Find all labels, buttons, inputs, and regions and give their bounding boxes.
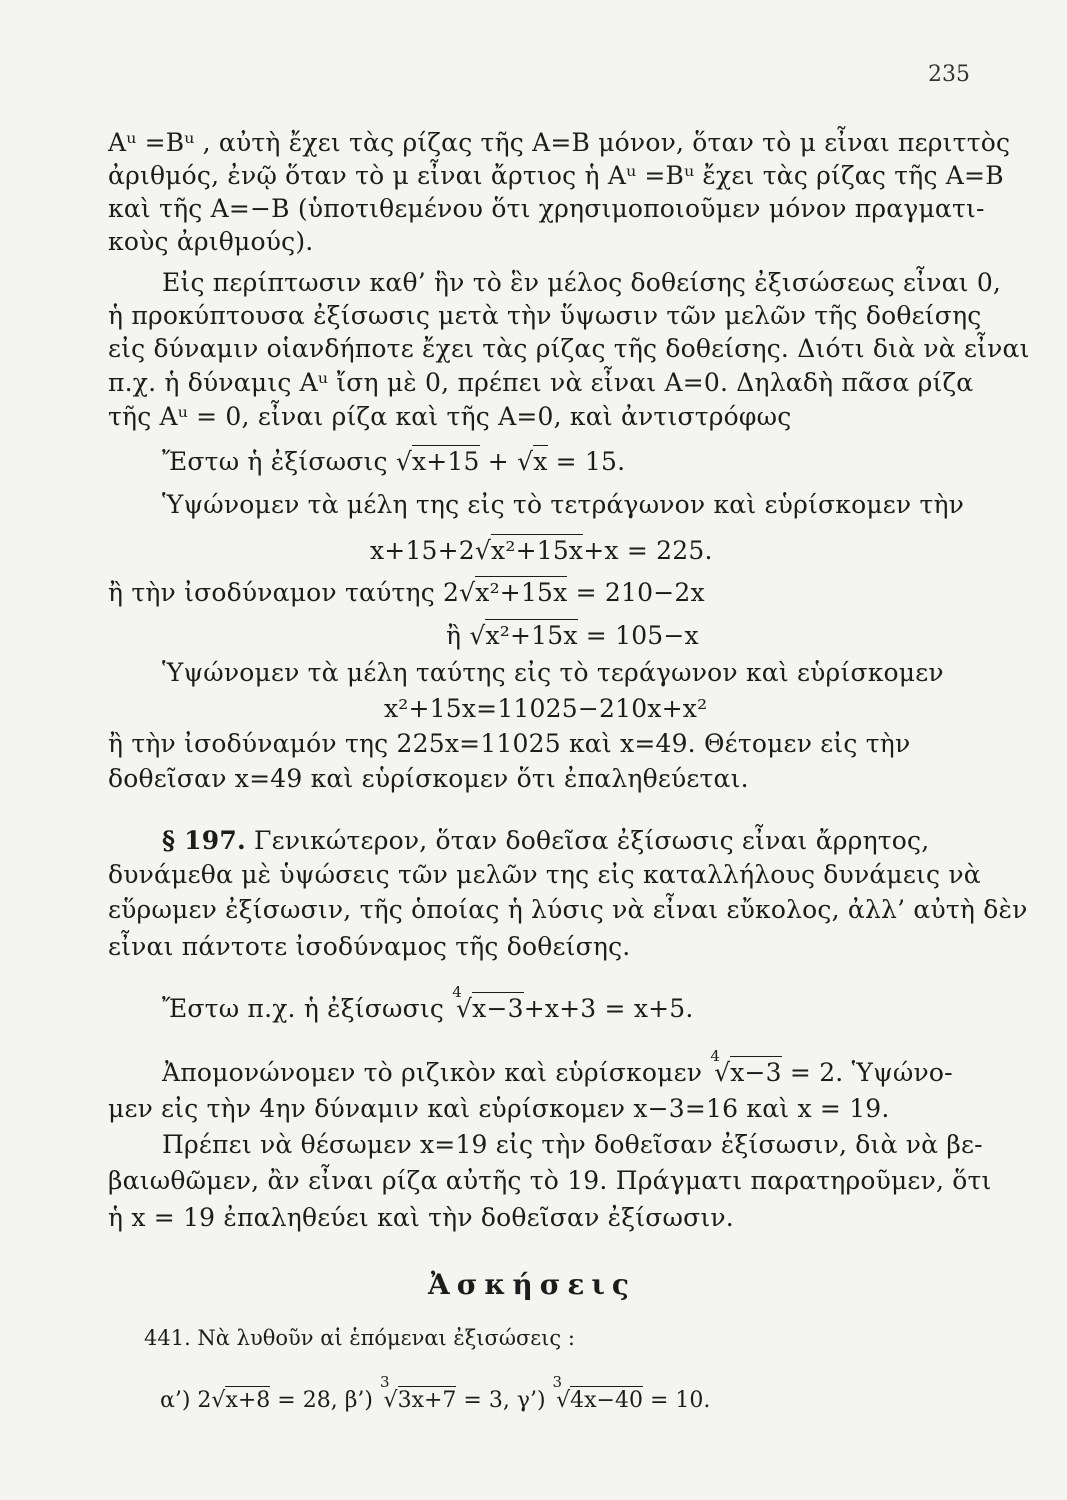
radicand: x−3 (730, 1058, 782, 1087)
text-line: π.χ. ἡ δύναμις Aᵘ ἴση μὲ 0, πρέπει νὰ εἶναι A=0. Δηλαδὴ πᾶσα ρίζα (108, 368, 974, 397)
eq-text: + √ (479, 447, 534, 476)
text-line: βαιωθῶμεν, ἂν εἶναι ρίζα αὐτῆς τὸ 19. Πράγματι παρατηροῦμεν, ὅτι (108, 1166, 992, 1195)
radicand: x²+15x (475, 578, 568, 607)
eq-text: ἢ √ (446, 621, 486, 650)
root-index: 3 (552, 1373, 563, 1391)
text-line: ἀριθμός, ἐνῷ ὅταν τὸ μ εἶναι ἄρτιος ἡ Aᵘ =Bᵘ ἔχει τὰς ρίζας τῆς A=B (108, 161, 1004, 190)
exercises-title: Ἀσκήσεις (428, 1268, 636, 1301)
eq-text: √ (383, 1388, 398, 1413)
radicand: x (533, 447, 548, 476)
eq-text: = 210−2x (567, 578, 705, 607)
text-line: κοὺς ἀριθμούς). (108, 227, 314, 256)
section-line (162, 826, 929, 855)
eq-text: √ (714, 1058, 731, 1087)
root-index: 4 (452, 983, 462, 1001)
root-index: 3 (380, 1373, 390, 1391)
eq-text: Ἔστω ἡ ἐξίσωσις √ (162, 447, 412, 476)
text-line: Πρέπει νὰ θέσωμεν x=19 εἰς τὴν δοθεῖσαν ἐξίσωσιν, διὰ νὰ βε- (162, 1130, 983, 1159)
radicand: x²+15x (491, 536, 584, 565)
text-line: Εἰς περίπτωσιν καθ’ ἣν τὸ ἓν μέλος δοθείσης ἐξισώσεως εἶναι 0, (162, 268, 1002, 297)
eq-text: = 15. (547, 447, 626, 476)
section-text: Γενικώτερον, ὅταν δοθεῖσα ἐξίσωσις εἶναι ἄρρητος, (245, 826, 930, 855)
text-line: μεν εἰς τὴν 4ην δύναμιν καὶ εὑρίσκομεν x−3=16 καὶ x = 19. (108, 1094, 890, 1123)
text-line: ἡ προκύπτουσα ἐξίσωσις μετὰ τὴν ὕψωσιν τῶν μελῶν τῆς δοθείσης (108, 301, 982, 330)
radicand: 3x+7 (397, 1388, 457, 1413)
eq-text: α’) 2√ (160, 1388, 226, 1413)
radicand: x+8 (225, 1388, 271, 1413)
equation-line (370, 536, 713, 565)
text-line: ἡ x = 19 ἐπαληθεύει καὶ τὴν δοθεῖσαν ἐξίσωσιν. (108, 1203, 734, 1232)
eq-text: = 105−x (577, 621, 699, 650)
equation-line (162, 447, 625, 476)
text-line: ἢ τὴν ἰσοδύναμόν της 225x=11025 καὶ x=49. Θέτομεν εἰς τὴν (108, 729, 911, 758)
radicand: x²+15x (485, 621, 578, 650)
equation-line (162, 1047, 953, 1087)
text-line: τῆς Aᵘ = 0, εἶναι ρίζα καὶ τῆς A=0, καὶ ἀντιστρόφως (108, 402, 792, 431)
eq-text: +x+3 = x+5. (523, 994, 694, 1023)
eq-text: = 2. Ὑψώνο- (781, 1058, 953, 1087)
text-line: δοθεῖσαν x=49 καὶ εὑρίσκομεν ὅτι ἐπαληθεύεται. (108, 764, 749, 793)
text-line: εἶναι πάντοτε ἰσοδύναμος τῆς δοθείσης. (108, 932, 631, 961)
eq-text: Ἀπομονώνομεν τὸ ριζικὸν καὶ εὑρίσκομεν (162, 1058, 711, 1087)
equation-line: x²+15x=11025−210x+x² (384, 694, 708, 723)
eq-text: = 10. (642, 1388, 711, 1413)
eq-text: x+15+2√ (370, 536, 492, 565)
text-line: Ὑψώνομεν τὰ μέλη ταύτης εἰς τὸ τεράγωνον καὶ εὑρίσκομεν (162, 658, 944, 687)
text-line: Ὑψώνομεν τὰ μέλη της εἰς τὸ τετράγωνον καὶ εὑρίσκομεν τὴν (162, 490, 965, 519)
text-line: εἰς δύναμιν οἱανδήποτε ἔχει τὰς ρίζας τῆς δοθείσης. Διότι διὰ νὰ εἶναι (108, 334, 1030, 363)
equation-line (446, 621, 699, 650)
eq-text: = 3, γ’) (456, 1388, 553, 1413)
text-line: εὕρωμεν ἐξίσωσιν, τῆς ὁποίας ἡ λύσις νὰ εἶναι εὔκολος, ἀλλ’ αὐτὴ δὲν (108, 895, 1028, 924)
equation-line (108, 578, 705, 607)
text-line: καὶ τῆς A=−B (ὑποτιθεμένου ὅτι χρησιμοποιοῦμεν μόνον πραγματι- (108, 194, 985, 223)
section-number: § 197. (162, 826, 246, 855)
page-number: 235 (928, 62, 970, 87)
eq-text: Ἔστω π.χ. ἡ ἐξίσωσις (162, 994, 453, 1023)
eq-text: +x = 225. (583, 536, 713, 565)
equation-line (162, 983, 694, 1023)
exercise-equations (160, 1373, 711, 1413)
text-line: Aᵘ =Bᵘ , αὐτὴ ἔχει τὰς ρίζας τῆς A=B μόνον, ὅταν τὸ μ εἶναι περιττὸς (108, 128, 1011, 157)
eq-text: √ (456, 994, 473, 1023)
radicand: 4x−40 (570, 1388, 643, 1413)
root-index: 4 (710, 1047, 721, 1065)
eq-text: √ (556, 1388, 571, 1413)
eq-text: ἢ τὴν ἰσοδύναμον ταύτης 2√ (108, 578, 476, 607)
radicand: x+15 (411, 447, 480, 476)
radicand: x−3 (472, 994, 524, 1023)
eq-text: = 28, β’) (270, 1388, 380, 1413)
exercise-heading: 441. Νὰ λυθοῦν αἱ ἑπόμεναι ἐξισώσεις : (144, 1326, 575, 1350)
text-line: δυνάμεθα μὲ ὑψώσεις τῶν μελῶν της εἰς καταλλήλους δυνάμεις νὰ (108, 860, 981, 889)
